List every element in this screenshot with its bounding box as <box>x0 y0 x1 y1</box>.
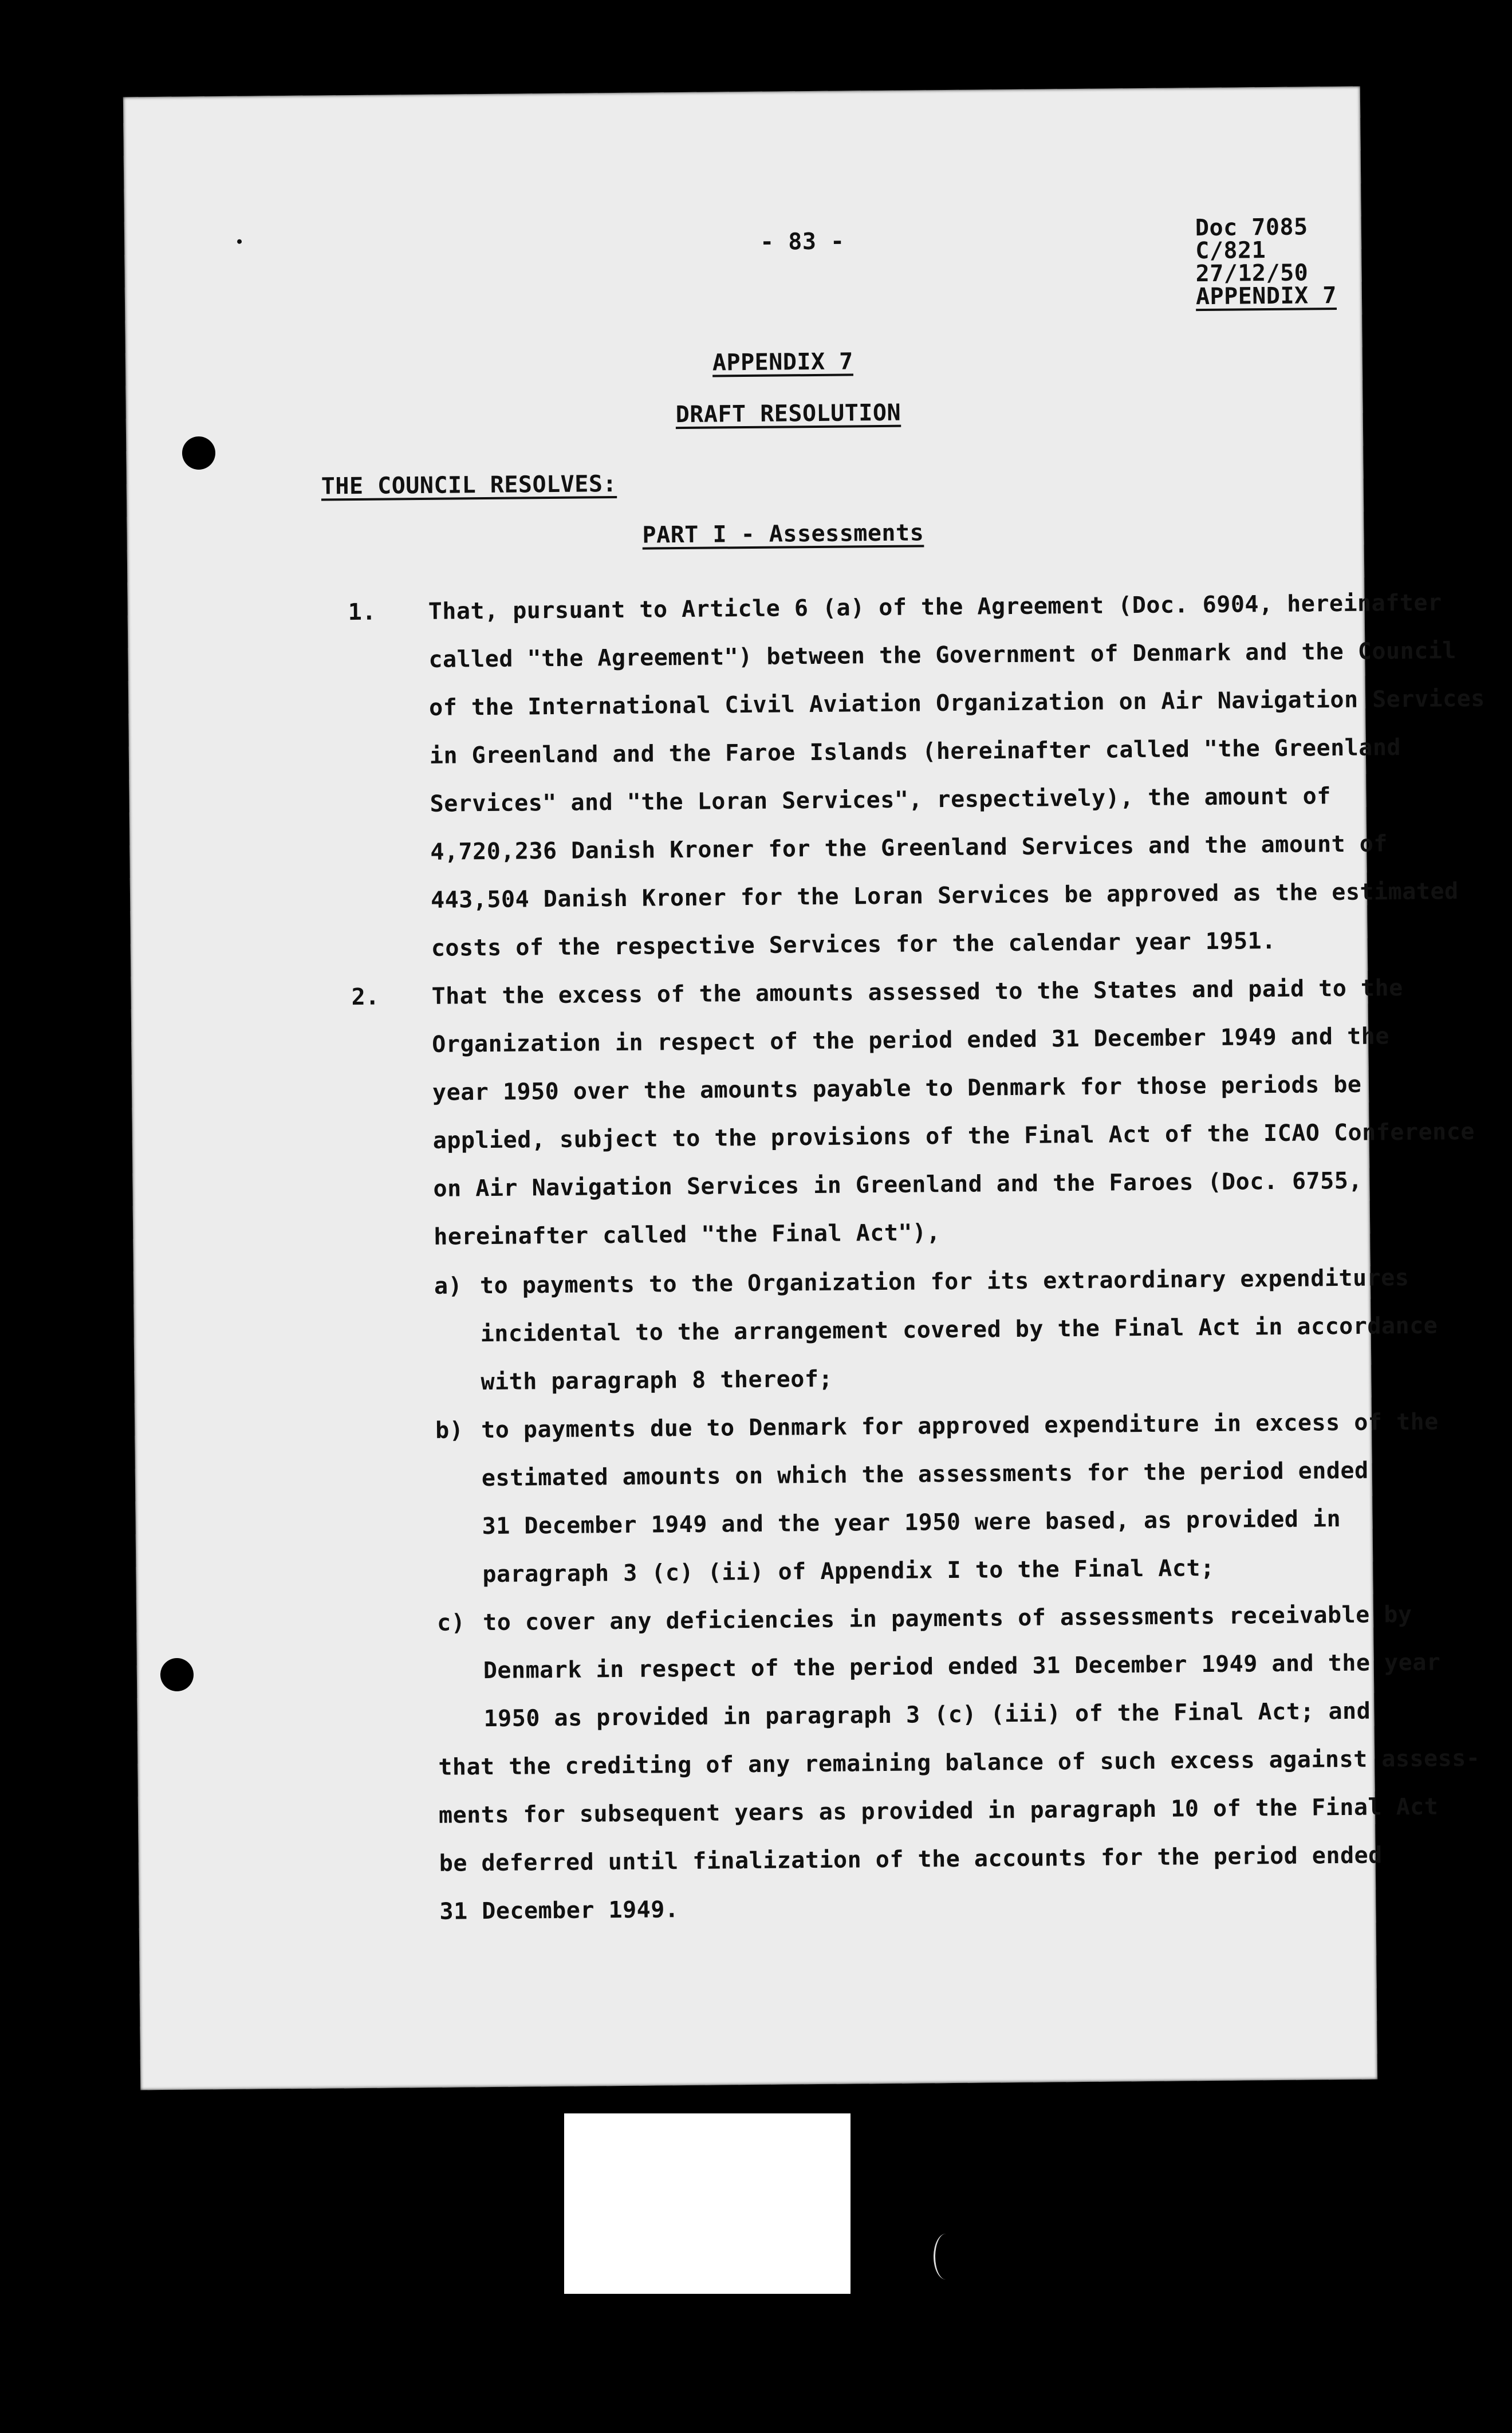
item-a-letter: a) <box>434 1273 463 1300</box>
para-2-line: year 1950 over the amounts payable to Denmark for those periods be <box>432 1071 1362 1106</box>
closing-line: ments for subsequent years as provided in paragraph 10 of the Final Act <box>438 1793 1439 1829</box>
closing-line: 31 December 1949. <box>439 1896 679 1925</box>
para-1-line: Services" and "the Loran Services", respectively), the amount of <box>430 783 1332 817</box>
punch-hole-bottom <box>160 1658 194 1691</box>
item-c-line: to cover any deficiencies in payments of assessments receivable by <box>482 1601 1412 1636</box>
para-2-line: That the excess of the amounts assessed to the States and paid to the <box>431 975 1403 1010</box>
item-b-line: estimated amounts on which the assessments for the period ended <box>481 1457 1369 1492</box>
closing-line: that the crediting of any remaining balance of such excess against assess- <box>438 1745 1480 1781</box>
closing-line: be deferred until finalization of the accounts for the period ended <box>439 1842 1383 1877</box>
item-b-line: paragraph 3 (c) (ii) of Appendix I to the Final Act; <box>482 1554 1215 1588</box>
para-1-line: costs of the respective Services for the calendar year 1951. <box>431 927 1276 962</box>
para-1-line: called "the Agreement") between the Government of Denmark and the Council <box>428 637 1457 673</box>
document-page <box>123 86 1485 2091</box>
page-number: - 83 - <box>759 228 845 255</box>
draft-resolution-title: DRAFT RESOLUTION <box>675 399 901 428</box>
item-a-line: incidental to the arrangement covered by the Final Act in accordance <box>480 1312 1438 1348</box>
para-1-line: That, pursuant to Article 6 (a) of the Agreement (Doc. 6904, hereinafter <box>428 589 1442 625</box>
doc-ref-line-2: C/821 <box>1195 237 1266 265</box>
para-1-number: 1. <box>348 599 377 626</box>
item-b-letter: b) <box>435 1417 464 1444</box>
doc-ref-line-1: Doc 7085 <box>1195 214 1308 242</box>
council-resolves-heading: THE COUNCIL RESOLVES: <box>321 470 617 500</box>
item-b-line: to payments due to Denmark for approved expenditure in excess of the <box>481 1408 1439 1444</box>
item-a-line: to payments to the Organization for its extraordinary expenditures <box>479 1264 1409 1300</box>
item-c-line: Denmark in respect of the period ended 31 December 1949 and the year <box>483 1649 1441 1684</box>
item-c-line: 1950 as provided in paragraph 3 (c) (iii) of the Final Act; and <box>483 1698 1371 1733</box>
para-1-line: 443,504 Danish Kroner for the Loran Services be approved as the estimated <box>430 878 1459 914</box>
para-1-line: of the International Civil Aviation Organization on Air Navigation Services <box>428 685 1485 721</box>
para-2-line: Organization in respect of the period ended 31 December 1949 and the <box>432 1023 1390 1058</box>
item-b-line: 31 December 1949 and the year 1950 were based, as provided in <box>482 1506 1341 1540</box>
doc-ref-line-4: APPENDIX 7 <box>1195 282 1337 310</box>
speck <box>237 239 242 244</box>
para-1-line: in Greenland and the Faroe Islands (hereinafter called "the Greenland <box>429 734 1401 769</box>
doc-ref-line-3: 27/12/50 <box>1195 259 1309 288</box>
para-2-line: applied, subject to the provisions of the Final Act of the ICAO Conference <box>432 1118 1475 1154</box>
item-a-line: with paragraph 8 thereof; <box>481 1365 833 1396</box>
para-2-line: on Air Navigation Services in Greenland and the Faroes (Doc. 6755, <box>433 1167 1363 1202</box>
para-2-number: 2. <box>351 983 380 1011</box>
appendix-title: APPENDIX 7 <box>712 348 853 376</box>
punch-hole-top <box>182 436 215 470</box>
para-1-line: 4,720,236 Danish Kroner for the Greenland Services and the amount of <box>430 830 1388 865</box>
item-c-letter: c) <box>436 1609 466 1636</box>
scan-artifact <box>934 2234 958 2280</box>
part-heading: PART I - Assessments <box>642 519 924 549</box>
para-2-line: hereinafter called "the Final Act"), <box>434 1219 941 1250</box>
white-label-box <box>564 2113 850 2294</box>
